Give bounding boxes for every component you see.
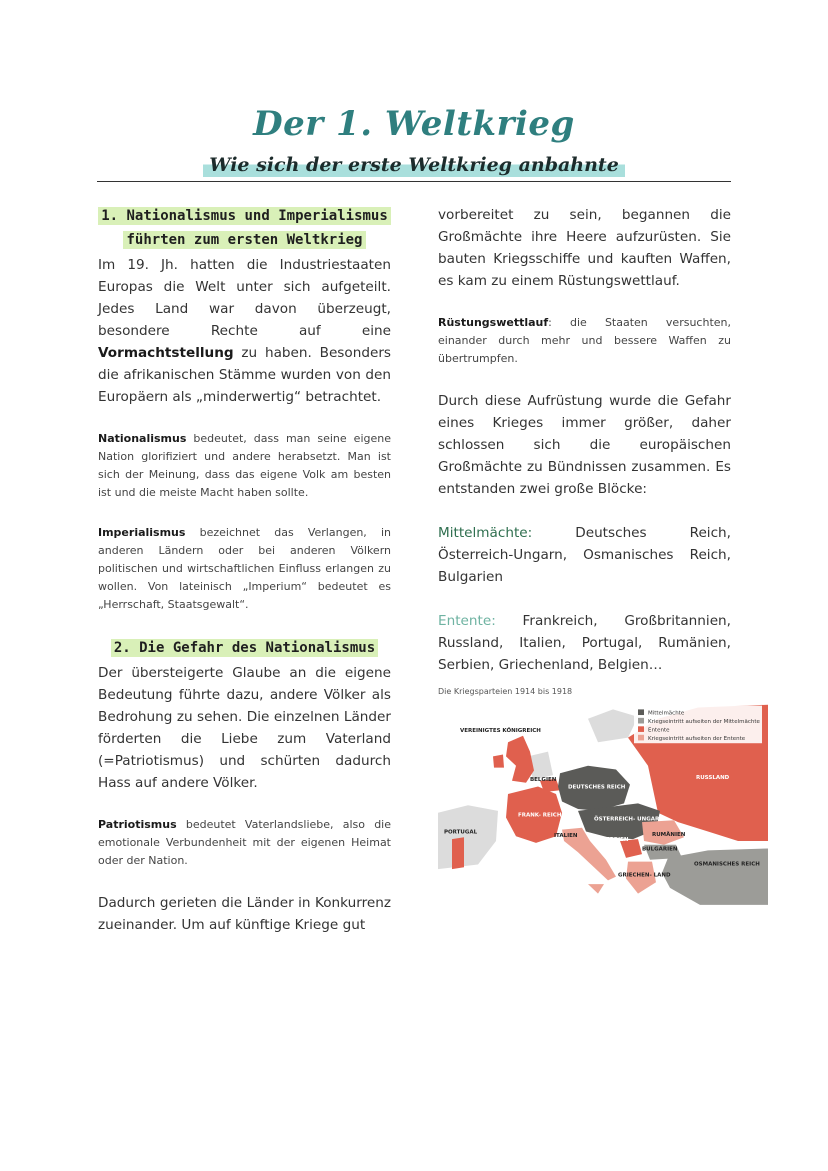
- label-portugal: PORTUGAL: [444, 829, 478, 836]
- label-russland: RUSSLAND: [696, 775, 730, 781]
- right-paragraph-continued: vorbereitet zu sein, begannen die Großmächte ihre Heere aufzurüsten. Sie bauten Kriegsschiffe und kauften Waffen, es kam zu einem Rüstungswettlauf.: [438, 207, 731, 289]
- europe-map: [438, 700, 768, 918]
- term-ruestungswettlauf: Rüstungswettlauf: [438, 316, 549, 329]
- section2-heading: [98, 636, 391, 660]
- label-serbien: SERBIEN: [602, 837, 629, 843]
- right-column: [438, 204, 731, 676]
- legend-swatch-central: [638, 709, 644, 715]
- section1-heading-text: 1. Nationalismus und Imperialismus führten zum ersten Weltkrieg: [98, 207, 391, 249]
- patriotismus-definition: bedeutet Vaterlandsliebe, also die emotionale Verbundenheit mit der eigenen Heimat oder der Nation.: [98, 818, 392, 867]
- term-vormachtstellung: Vormachtstellung: [98, 345, 234, 361]
- legend-swatch-central-later: [638, 718, 644, 724]
- term-entente: Entente:: [438, 613, 496, 629]
- definition-ruestungswettlauf: [438, 314, 731, 368]
- label-belgien: BELGIEN: [530, 776, 557, 783]
- section1-paragraph: [98, 254, 391, 408]
- map-portugal: [452, 837, 464, 869]
- legend-swatch-entente: [638, 726, 644, 732]
- legend-entente: Entente: [648, 727, 670, 734]
- page-title: Der 1. Weltkrieg: [253, 104, 575, 144]
- title-divider: [97, 181, 731, 182]
- mittelmaechte-paragraph: [438, 522, 731, 588]
- legend-central: Mittelmächte: [648, 710, 685, 717]
- term-patriotismus: Patriotismus: [98, 818, 177, 831]
- definition-patriotismus: [98, 816, 391, 870]
- entente-paragraph: [438, 610, 731, 676]
- legend-swatch-entente-later: [638, 735, 644, 741]
- map-caption: Die Kriegsparteien 1914 bis 1918: [438, 687, 573, 696]
- section1-text-post: zu haben. Besonders die afrikanischen Stämme wurden von den Europäern als „minderwertig“ betrachtet.: [98, 345, 391, 405]
- label-oesterreich: ÖSTERREICH- UNGARN: [594, 816, 664, 823]
- subtitle-wrapper: [0, 154, 828, 177]
- page-subtitle: Wie sich der erste Weltkrieg anbahnte: [203, 154, 625, 177]
- term-mittelmaechte: Mittelmächte:: [438, 525, 533, 541]
- label-italien: ITALIEN: [554, 833, 578, 840]
- term-imperialismus: Imperialismus: [98, 526, 186, 539]
- label-osmanisches: OSMANISCHES REICH: [694, 861, 760, 868]
- label-uk: VEREINIGTES KÖNIGREICH: [460, 728, 541, 734]
- right-paragraph-blocks: Durch diese Aufrüstung wurde die Gefahr eines Krieges immer größer, daher schlossen sich die europäischen Großmächte zu Bündnissen zusammen. Es entstanden zwei große Blöcke:: [438, 393, 731, 497]
- term-nationalismus: Nationalismus: [98, 432, 187, 445]
- imperialismus-definition: bezeichnet das Verlangen, in anderen Ländern oder bei anderen Völkern politischen und wirtschaftlichen Einfluss erlangen zu wollen. Von lateinisch „Imperium“ bedeutet es „Herrschaft, Staatsgewalt“.: [98, 526, 392, 611]
- definition-imperialismus: [98, 524, 391, 614]
- ruestungswettlauf-definition: : die Staaten versuchten, einander durch mehr und bessere Waffen zu übertrumpfen.: [438, 316, 731, 365]
- label-deutsches-reich: DEUTSCHES REICH: [568, 784, 626, 791]
- label-rumaenien: RUMÄNIEN: [652, 832, 686, 839]
- section2-heading-text: 2. Die Gefahr des Nationalismus: [111, 639, 378, 657]
- definition-nationalismus: [98, 430, 391, 502]
- label-frankreich: FRANK- REICH: [518, 812, 562, 819]
- mittelmaechte-list: Deutsches Reich, Österreich-Ungarn, Osmanisches Reich, Bulgarien: [438, 525, 731, 585]
- label-griechenland: GRIECHEN- LAND: [618, 872, 671, 879]
- section1-text-pre: Im 19. Jh. hatten die Industriestaaten Europas die Welt unter sich aufgeteilt. Jedes Land war davon überzeugt, besondere Rechte auf eine: [98, 257, 391, 339]
- section1-heading: [98, 204, 391, 252]
- legend-central-later: Kriegseintritt aufseiten der Mittelmächte: [648, 719, 760, 725]
- entente-list: Frankreich, Großbritannien, Russland, Italien, Portugal, Rumänien, Serbien, Griechenland, Belgien…: [438, 613, 731, 673]
- label-bulgarien: BULGARIEN: [642, 846, 678, 853]
- left-column: [98, 204, 391, 936]
- section2-paragraph: Der übersteigerte Glaube an die eigene Bedeutung führte dazu, andere Völker als Bedrohung zu sehen. Die einzelnen Länder förderten die Liebe zum Vaterland (=Patriotismus) und schürten dadurch Hass auf andere Völker.: [98, 665, 391, 791]
- legend-entente-later: Kriegseintritt aufseiten der Entente: [648, 736, 746, 742]
- label-montenegro: MONT.: [598, 846, 618, 853]
- nationalismus-definition: bedeutet, dass man seine eigene Nation glorifiziert und andere herabsetzt. Man ist sich der Meinung, dass das eigene Volk am besten ist und die meiste Macht haben sollte.: [98, 432, 391, 499]
- section2-paragraph-end: Dadurch gerieten die Länder in Konkurrenz zueinander. Um auf künftige Kriege gut: [98, 895, 391, 933]
